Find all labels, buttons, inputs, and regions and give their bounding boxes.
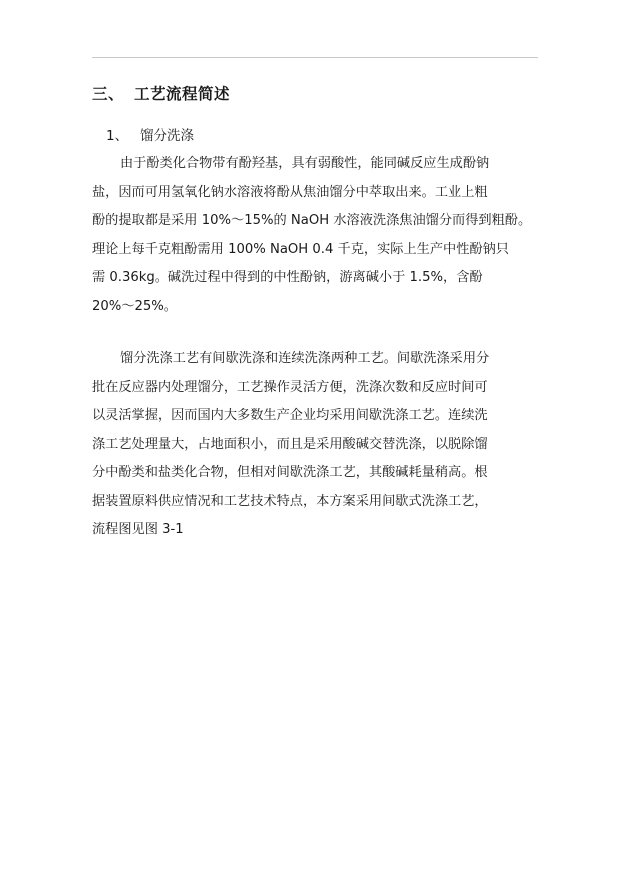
paragraph-alkali-washing (92, 150, 542, 321)
section-number: 三、 (92, 85, 125, 103)
paragraph-line: 酚的提取都是采用 10%～15%的 NaOH 水溶液洗涤焦油馏分而得到粗酚。 (92, 213, 532, 228)
paragraph-line: 盐，因而可用氢氧化钠水溶液将酚从焦油馏分中萃取出来。工业上粗 (92, 184, 488, 200)
paragraph-line: 据装置原料供应情况和工艺技术特点，本方案采用间歇式洗涤工艺， (92, 493, 488, 509)
header-rule (92, 57, 538, 58)
paragraph-line: 批在反应器内处理馏分，工艺操作灵活方便，洗涤次数和反应时间可 (92, 379, 488, 395)
subsection-heading (106, 124, 194, 144)
paragraph-line: 馏分洗涤工艺有间歇洗涤和连续洗涤两种工艺。间歇洗涤采用分 (120, 351, 490, 366)
paragraph-line: 需 0.36kg。碱洗过程中得到的中性酚钠，游离碱小于 1.5%，含酚 (92, 270, 483, 285)
paragraph-line: 由于酚类化合物带有酚羟基，具有弱酸性，能同碱反应生成酚钠 (120, 156, 490, 171)
paragraph-line: 流程图见图 3-1 (92, 522, 184, 537)
subsection-title: 馏分洗涤 (140, 128, 194, 144)
paragraph-line: 以灵活掌握，因而国内大多数生产企业均采用间歇洗涤工艺。连续洗 (92, 408, 488, 423)
paragraph-line: 理论上每千克粗酚需用 100% NaOH 0.4 千克，实际上生产中性酚钠只 (92, 241, 509, 257)
section-title: 工艺流程简述 (134, 85, 231, 103)
paragraph-line: 分中酚类和盐类化合物，但相对间歇洗涤工艺，其酸碱耗量稍高。根 (92, 465, 488, 480)
paragraph-line: 涤工艺处理量大，占地面积小，而且是采用酸碱交替洗涤，以脱除馏 (92, 436, 488, 452)
subsection-number: 1、 (106, 128, 129, 144)
paragraph-line: 20%～25%。 (92, 298, 177, 314)
section-heading (92, 82, 230, 104)
paragraph-process-selection (92, 345, 542, 545)
